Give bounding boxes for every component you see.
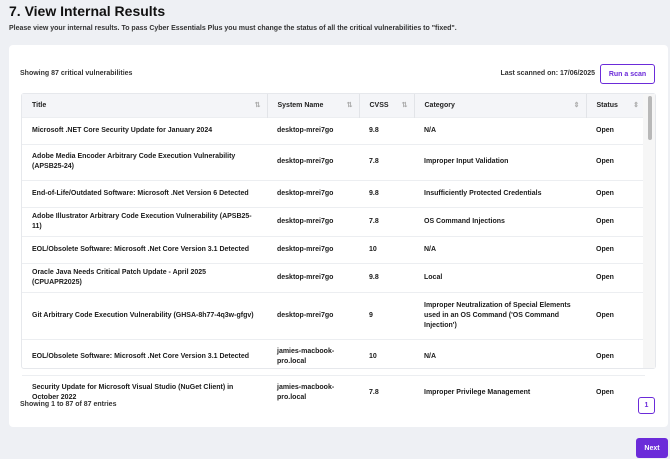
cell-system: desktop-mrei7go — [267, 263, 359, 292]
entries-info: Showing 1 to 87 of 87 entries — [20, 401, 117, 408]
table-row[interactable] — [22, 180, 645, 207]
table-row[interactable] — [22, 117, 645, 144]
cell-cvss: 7.8 — [359, 207, 414, 236]
cell-cvss: 7.8 — [359, 375, 414, 411]
pagination-page-1[interactable]: 1 — [638, 397, 655, 414]
cell-cvss: 9.8 — [359, 117, 414, 144]
table-scrollbar[interactable] — [643, 94, 655, 368]
sort-icon: ⇕ — [633, 102, 639, 109]
cell-cvss: 10 — [359, 236, 414, 263]
cell-title: EOL/Obsolete Software: Microsoft .Net Core Version 3.1 Detected — [22, 236, 267, 263]
cell-system: desktop-mrei7go — [267, 117, 359, 144]
column-header-category[interactable]: Category ⇕ — [414, 94, 586, 117]
page-title: 7. View Internal Results — [9, 3, 166, 19]
cell-system: desktop-mrei7go — [267, 292, 359, 339]
cell-status: Open — [586, 375, 645, 411]
cell-category: Improper Privilege Management — [414, 375, 586, 411]
sort-icon: ⇅ — [346, 102, 353, 109]
cell-title: Oracle Java Needs Critical Patch Update - April 2025 (CPUAPR2025) — [22, 263, 267, 292]
table-row[interactable] — [22, 339, 645, 375]
cell-title: Microsoft .NET Core Security Update for January 2024 — [22, 117, 267, 144]
cell-category: Improper Input Validation — [414, 144, 586, 180]
last-scanned: Last scanned on: 17/06/2025 — [500, 70, 595, 77]
cell-status: Open — [586, 207, 645, 236]
run-scan-button[interactable]: Run a scan — [600, 64, 655, 84]
column-header-title[interactable]: Title ⇅ — [22, 94, 267, 117]
column-header-system-name[interactable]: System Name ⇅ — [267, 94, 359, 117]
vulnerabilities-table — [21, 93, 656, 402]
table-row[interactable] — [22, 263, 645, 292]
results-card — [9, 45, 668, 427]
cell-status: Open — [586, 292, 645, 339]
sort-icon: ⇕ — [573, 102, 580, 109]
table-row[interactable] — [22, 236, 645, 263]
sort-icon: ⇅ — [401, 102, 408, 109]
table-row[interactable] — [22, 292, 645, 339]
cell-status: Open — [586, 117, 645, 144]
cell-category: Local — [414, 263, 586, 292]
cell-category: N/A — [414, 117, 586, 144]
cell-title: End-of-Life/Outdated Software: Microsoft .Net Version 6 Detected — [22, 180, 267, 207]
cell-status: Open — [586, 180, 645, 207]
next-button[interactable]: Next — [636, 438, 668, 458]
cell-status: Open — [586, 144, 645, 180]
cell-category: Insufficiently Protected Credentials — [414, 180, 586, 207]
cell-title: Security Update for Microsoft Visual Studio (NuGet Client) in October 2022 — [22, 375, 267, 411]
cell-system: desktop-mrei7go — [267, 144, 359, 180]
cell-system: jamies-macbook-pro.local — [267, 339, 359, 375]
column-header-cvss[interactable]: CVSS ⇅ — [359, 94, 414, 117]
cell-category: N/A — [414, 236, 586, 263]
cell-title: Adobe Media Encoder Arbitrary Code Execution Vulnerability (APSB25-24) — [22, 144, 267, 180]
column-header-status[interactable]: Status ⇕ — [596, 101, 639, 109]
cell-title: Adobe Illustrator Arbitrary Code Execution Vulnerability (APSB25-11) — [22, 207, 267, 236]
cell-title: Git Arbitrary Code Execution Vulnerability (GHSA-8h77-4q3w-gfgv) — [22, 292, 267, 339]
cell-cvss: 9.8 — [359, 180, 414, 207]
cell-status: Open — [586, 236, 645, 263]
cell-status: Open — [586, 263, 645, 292]
cell-category: OS Command Injections — [414, 207, 586, 236]
cell-category: N/A — [414, 339, 586, 375]
cell-cvss: 9 — [359, 292, 414, 339]
table-row[interactable] — [22, 144, 645, 180]
vulnerability-count: Showing 87 critical vulnerabilities — [20, 70, 133, 77]
cell-title: EOL/Obsolete Software: Microsoft .Net Core Version 3.1 Detected — [22, 339, 267, 375]
cell-category: Improper Neutralization of Special Elements used in an OS Command ('OS Command Injection') — [414, 292, 586, 339]
table-row[interactable] — [22, 207, 645, 236]
cell-system: jamies-macbook-pro.local — [267, 375, 359, 411]
cell-system: desktop-mrei7go — [267, 236, 359, 263]
scrollbar-thumb[interactable] — [648, 96, 652, 140]
table-header — [22, 94, 645, 117]
cell-status: Open — [586, 339, 645, 375]
cell-system: desktop-mrei7go — [267, 207, 359, 236]
cell-cvss: 7.8 — [359, 144, 414, 180]
cell-cvss: 9.8 — [359, 263, 414, 292]
page-subtitle: Please view your internal results. To pass Cyber Essentials Plus you must change the status of all the critical vulnerabilities to "fixed". — [9, 25, 457, 32]
sort-icon: ⇅ — [254, 102, 261, 109]
cell-cvss: 10 — [359, 339, 414, 375]
cell-system: desktop-mrei7go — [267, 180, 359, 207]
